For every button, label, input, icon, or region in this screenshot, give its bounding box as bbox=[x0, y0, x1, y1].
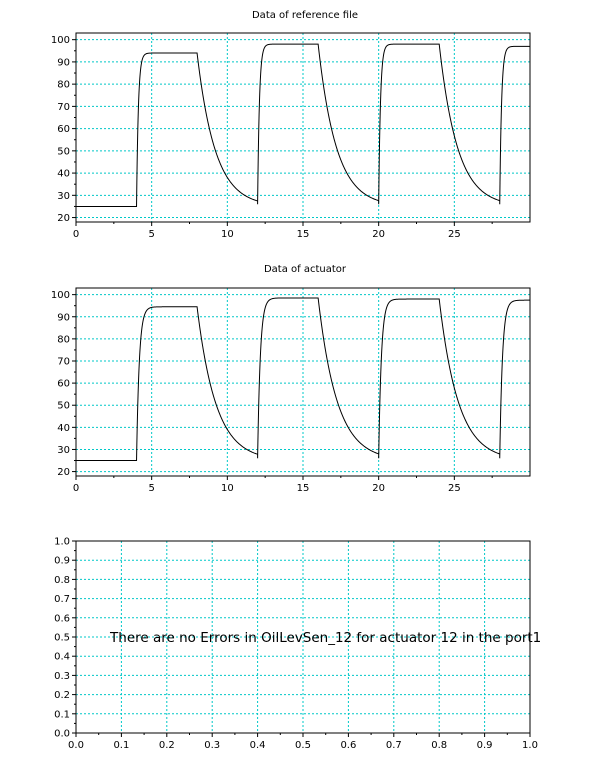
y-tick-label: 100 bbox=[50, 290, 70, 302]
chart-title: Data of reference file bbox=[251, 10, 359, 21]
x-tick-label: 25 bbox=[447, 483, 461, 494]
x-tick-label: 1.0 bbox=[522, 740, 538, 751]
x-tick-label: 20 bbox=[372, 483, 386, 494]
y-tick-label: 40 bbox=[57, 422, 70, 434]
x-tick-label: 0.3 bbox=[204, 740, 221, 751]
y-tick-label: 70 bbox=[57, 356, 70, 368]
x-tick-label: 25 bbox=[447, 229, 461, 240]
y-tick-label: 20 bbox=[57, 467, 70, 479]
y-tick-label: 30 bbox=[57, 444, 70, 456]
y-tick-label: 60 bbox=[57, 124, 70, 136]
y-tick-label: 0.4 bbox=[54, 651, 70, 663]
y-tick-label: 50 bbox=[57, 400, 70, 412]
y-tick-label: 0.2 bbox=[54, 690, 70, 702]
x-tick-label: 0.2 bbox=[158, 740, 175, 751]
x-tick-label: 15 bbox=[296, 229, 310, 240]
y-tick-label: 70 bbox=[57, 101, 70, 113]
y-tick-label: 50 bbox=[57, 146, 70, 158]
y-tick-label: 90 bbox=[57, 312, 70, 324]
x-tick-label: 15 bbox=[296, 483, 310, 494]
no-errors-message: There are no Errors in OilLevSen_12 for actuator 12 in the port1 bbox=[110, 630, 542, 646]
y-tick-label: 20 bbox=[57, 213, 70, 225]
y-tick-label: 0.9 bbox=[54, 555, 70, 567]
y-tick-label: 0.5 bbox=[54, 632, 70, 644]
chart-2 bbox=[51, 264, 530, 494]
chart-3 bbox=[54, 537, 541, 752]
y-tick-label: 1.0 bbox=[54, 536, 70, 548]
y-tick-label: 30 bbox=[57, 190, 70, 202]
y-tick-label: 40 bbox=[57, 168, 70, 180]
grid bbox=[76, 33, 530, 222]
x-tick-label: 0.4 bbox=[249, 740, 266, 751]
x-tick-label: 5 bbox=[148, 229, 155, 240]
y-tick-label: 0.8 bbox=[54, 574, 70, 586]
y-tick-label: 90 bbox=[57, 57, 70, 69]
y-tick-label: 0.0 bbox=[54, 728, 70, 740]
x-tick-label: 10 bbox=[220, 229, 234, 240]
x-tick-label: 0.0 bbox=[68, 740, 84, 751]
x-tick-label: 0.5 bbox=[295, 740, 311, 751]
y-tick-label: 0.3 bbox=[54, 670, 70, 682]
x-tick-label: 0.9 bbox=[476, 740, 493, 751]
x-tick-label: 5 bbox=[148, 483, 155, 494]
x-tick-label: 10 bbox=[220, 483, 234, 494]
x-tick-label: 0.6 bbox=[340, 740, 357, 751]
x-tick-label: 0.1 bbox=[113, 740, 130, 751]
x-tick-label: 0 bbox=[72, 229, 80, 240]
y-tick-label: 0.7 bbox=[54, 594, 70, 606]
y-tick-label: 100 bbox=[50, 35, 70, 47]
y-tick-label: 0.1 bbox=[54, 709, 70, 721]
x-tick-label: 20 bbox=[372, 229, 386, 240]
y-tick-label: 80 bbox=[57, 79, 70, 91]
y-tick-label: 80 bbox=[57, 334, 70, 346]
x-tick-label: 0 bbox=[72, 483, 80, 494]
y-tick-label: 0.6 bbox=[54, 613, 70, 625]
x-tick-label: 0.8 bbox=[431, 740, 448, 751]
chart-1 bbox=[51, 10, 530, 240]
y-tick-label: 60 bbox=[57, 378, 70, 390]
chart-title: Data of actuator bbox=[263, 264, 347, 275]
x-tick-label: 0.7 bbox=[385, 740, 402, 751]
